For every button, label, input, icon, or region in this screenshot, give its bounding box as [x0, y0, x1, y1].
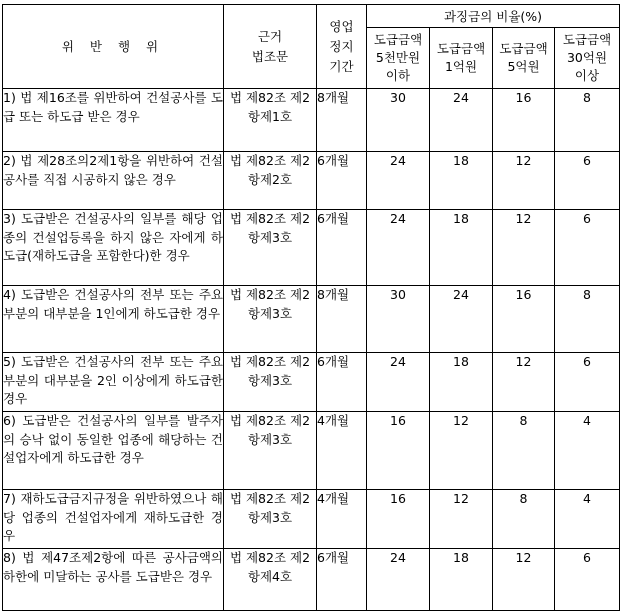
table-row [3, 490, 620, 549]
penalty-table [2, 4, 620, 611]
header-suspension-line2: 정지 [329, 38, 354, 54]
header-basis-line2: 법조문 [251, 48, 289, 64]
table-row [3, 152, 620, 210]
header-col-1eok: 도급금액 1억원 [430, 28, 493, 89]
ratio-cell: 12 [430, 490, 493, 549]
ratio-cell: 18 [430, 152, 493, 210]
ratio-cell: 18 [430, 353, 493, 412]
basis-cell: 법 제82조 제2항제3호 [224, 286, 317, 353]
period-cell: 4개월 [317, 490, 367, 549]
ratio-cell: 30 [367, 286, 430, 353]
header-suspension-period [317, 5, 367, 89]
violation-cell: 2) 법 제28조의2제1항을 위반하여 건설공사를 직접 시공하지 않은 경우 [3, 152, 224, 210]
ratio-cell: 24 [367, 152, 430, 210]
ratio-cell: 24 [430, 89, 493, 152]
ratio-cell: 16 [367, 412, 430, 490]
ratio-cell: 8 [555, 286, 620, 353]
period-cell: 6개월 [317, 549, 367, 611]
ratio-cell: 12 [493, 549, 555, 611]
header-suspension-line1: 영업 [329, 18, 354, 34]
header-basis-line1: 근거 [257, 28, 283, 44]
basis-cell: 법 제82조 제2항제4호 [224, 549, 317, 611]
ratio-cell: 12 [493, 152, 555, 210]
basis-cell: 법 제82조 제2항제3호 [224, 412, 317, 490]
table-row [3, 89, 620, 152]
header-basis [224, 5, 317, 89]
ratio-cell: 6 [555, 549, 620, 611]
ratio-cell: 30 [367, 89, 430, 152]
header-row-1 [3, 5, 620, 28]
period-cell: 6개월 [317, 152, 367, 210]
violation-cell: 1) 법 제16조를 위반하여 건설공사를 도급 또는 하도급 받은 경우 [3, 89, 224, 152]
violation-cell: 4) 도급받은 건설공사의 전부 또는 주요 부분의 대부분을 1인에게 하도급한 경우 [3, 286, 224, 353]
period-cell: 6개월 [317, 353, 367, 412]
violation-cell: 6) 도급받은 건설공사의 일부를 발주자의 승낙 없이 동일한 업종에 해당하는 건설업자에게 하도급한 경우 [3, 412, 224, 490]
period-cell: 8개월 [317, 89, 367, 152]
ratio-cell: 12 [430, 412, 493, 490]
basis-cell: 법 제82조 제2항제3호 [224, 210, 317, 286]
ratio-cell: 24 [430, 286, 493, 353]
violation-cell: 7) 재하도급금지규정을 위반하였으나 해당 업종의 건설업자에게 재하도급한 경우 [3, 490, 224, 549]
table-row [3, 210, 620, 286]
ratio-cell: 8 [493, 412, 555, 490]
header-suspension-line3: 기간 [329, 58, 354, 74]
ratio-cell: 24 [367, 353, 430, 412]
period-cell: 6개월 [317, 210, 367, 286]
period-cell: 4개월 [317, 412, 367, 490]
header-col-30eok: 도급금액 30억원 이상 [555, 28, 620, 89]
basis-cell: 법 제82조 제2항제2호 [224, 152, 317, 210]
ratio-cell: 18 [430, 210, 493, 286]
period-cell: 8개월 [317, 286, 367, 353]
ratio-cell: 6 [555, 210, 620, 286]
table-row [3, 286, 620, 353]
header-col-5000man: 도급금액 5천만원 이하 [367, 28, 430, 89]
violation-cell: 3) 도급받은 건설공사의 일부를 해당 업종의 건설업등록을 하지 않은 자에게 하도급(재하도급을 포함한다)한 경우 [3, 210, 224, 286]
header-penalty-ratio: 과징금의 비율(%) [367, 5, 620, 28]
table-row [3, 549, 620, 611]
ratio-cell: 8 [493, 490, 555, 549]
violation-cell: 8) 법 제47조제2항에 따른 공사금액의 하한에 미달하는 공사를 도급받은 경우 [3, 549, 224, 611]
violation-cell: 5) 도급받은 건설공사의 전부 또는 주요 부분의 대부분을 2인 이상에게 하도급한 경우 [3, 353, 224, 412]
ratio-cell: 16 [367, 490, 430, 549]
ratio-cell: 12 [493, 210, 555, 286]
table-row [3, 353, 620, 412]
ratio-cell: 18 [430, 549, 493, 611]
ratio-cell: 16 [493, 89, 555, 152]
header-violation: 위 반 행 위 [3, 5, 224, 89]
ratio-cell: 12 [493, 353, 555, 412]
table-row [3, 412, 620, 490]
ratio-cell: 8 [555, 89, 620, 152]
ratio-cell: 4 [555, 412, 620, 490]
ratio-cell: 4 [555, 490, 620, 549]
ratio-cell: 24 [367, 210, 430, 286]
ratio-cell: 24 [367, 549, 430, 611]
basis-cell: 법 제82조 제2항제3호 [224, 353, 317, 412]
ratio-cell: 6 [555, 152, 620, 210]
ratio-cell: 6 [555, 353, 620, 412]
header-col-5eok: 도급금액 5억원 [493, 28, 555, 89]
ratio-cell: 16 [493, 286, 555, 353]
basis-cell: 법 제82조 제2항제1호 [224, 89, 317, 152]
basis-cell: 법 제82조 제2항제3호 [224, 490, 317, 549]
